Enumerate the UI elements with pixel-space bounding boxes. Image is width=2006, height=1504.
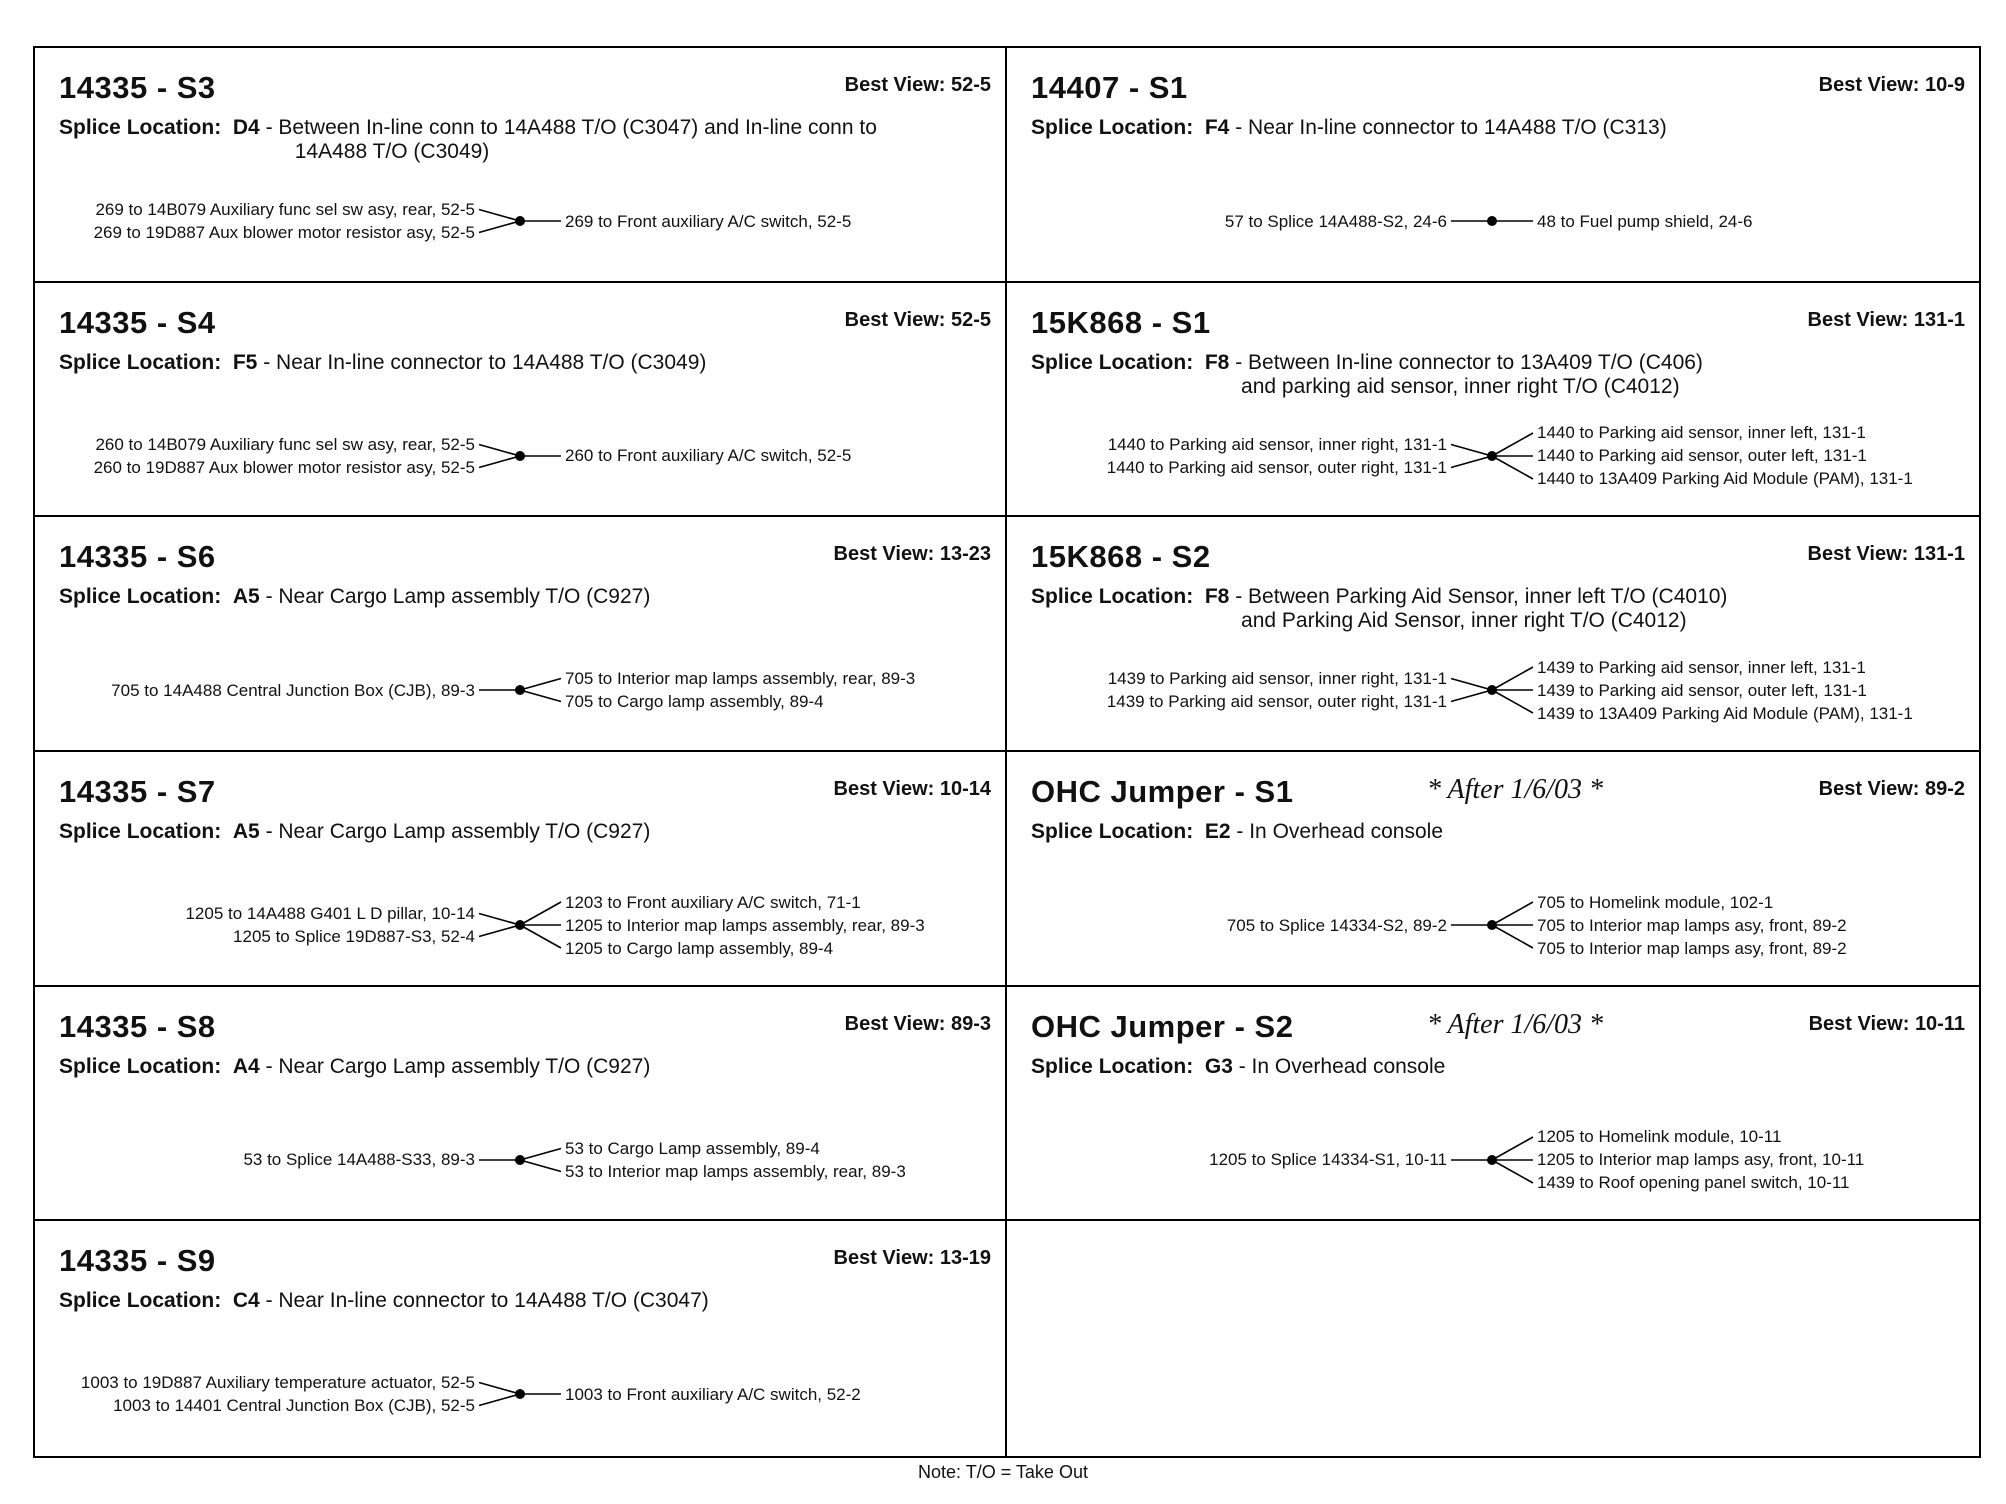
splice-diagram: [1007, 176, 1979, 266]
splice-card: [35, 1221, 1007, 1456]
wire-left: 53 to Splice 14A488-S33, 89-3: [243, 1150, 475, 1170]
wire-right: 705 to Interior map lamps asy, front, 89-2: [1537, 938, 1847, 958]
wire-line: [1492, 433, 1533, 456]
splice-location: [59, 116, 877, 164]
wire-left: 1205 to Splice 19D887-S3, 52-4: [233, 927, 475, 946]
splice-location: [59, 1289, 709, 1313]
splice-dot: [1487, 1155, 1497, 1165]
splice-location-label: Splice Location:: [1031, 350, 1194, 374]
wire-line: [479, 456, 520, 468]
splice-title: 14407 - S1: [1031, 70, 1188, 105]
splice-connector: [1447, 1115, 1537, 1205]
grid-code: F8: [1204, 585, 1230, 609]
wire-left: 1439 to Parking aid sensor, outer right, 131-1: [1106, 692, 1447, 712]
best-view: [845, 74, 991, 97]
best-view-label: Best View:: [844, 308, 946, 331]
wire-line: [520, 925, 561, 948]
wire-line: [1492, 925, 1533, 948]
wire-left: 1205 to 14A488 G401 L D pillar, 10-14: [185, 904, 475, 923]
wire-right: 705 to Interior map lamps asy, front, 89-2: [1537, 915, 1847, 935]
splice-connector: [475, 176, 565, 266]
splice-card: [35, 48, 1007, 283]
best-view: [1808, 309, 1966, 332]
grid-code: A5: [232, 585, 260, 609]
best-view-label: Best View:: [833, 778, 935, 800]
wire-right: 705 to Homelink module, 102-1: [1537, 892, 1774, 912]
location-description: - Near Cargo Lamp assembly T/O (C927): [259, 820, 651, 843]
best-view-value: 10-11: [1914, 1012, 1965, 1035]
wire-line: [520, 679, 561, 691]
best-view: [1809, 1013, 1965, 1036]
splice-card: [1007, 48, 1979, 283]
grid-code: A4: [232, 1054, 260, 1078]
best-view-value: 10-9: [1924, 74, 1965, 96]
splice-location: [59, 585, 650, 609]
location-description: - In Overhead console: [1230, 820, 1444, 843]
wire-right: 1440 to 13A409 Parking Aid Module (PAM), 131-1: [1537, 469, 1913, 489]
splice-dot: [515, 685, 525, 695]
wire-right: 705 to Cargo lamp assembly, 89-4: [565, 692, 824, 712]
wire-right: 1440 to Parking aid sensor, outer left, 131-1: [1537, 446, 1867, 466]
splice-connector: [475, 880, 565, 970]
wire-right: 1440 to Parking aid sensor, inner left, 131-1: [1537, 423, 1866, 443]
splice-location-label: Splice Location:: [1031, 820, 1194, 843]
wire-left: 1440 to Parking aid sensor, inner right, 131-1: [1107, 434, 1447, 454]
splice-card: [1007, 987, 1979, 1222]
wire-right: 1439 to Parking aid sensor, inner left, 131-1: [1537, 657, 1866, 677]
splice-diagram: [35, 645, 1005, 735]
splice-connector: [1447, 176, 1537, 266]
splice-location: [1031, 820, 1443, 844]
wire-line: [520, 1160, 561, 1172]
best-view: [1819, 74, 1965, 97]
grid-code: F5: [232, 350, 258, 374]
wire-line: [1451, 456, 1492, 468]
splice-card: [35, 517, 1007, 752]
splice-title: 14335 - S6: [59, 539, 216, 575]
splice-diagram: [35, 1115, 1005, 1205]
wire-right: 269 to Front auxiliary A/C switch, 52-5: [565, 211, 852, 231]
wire-left: 260 to 19D887 Aux blower motor resistor asy, 52-5: [93, 457, 475, 477]
splice-title: 14335 - S4: [59, 304, 216, 340]
best-view-value: 131-1: [1913, 308, 1965, 331]
wire-line: [1492, 690, 1533, 713]
splice-location: [1031, 1055, 1445, 1079]
wire-line: [1492, 902, 1533, 925]
wire-line: [1492, 1137, 1533, 1160]
wire-left: 269 to 14B079 Auxiliary func sel sw asy, rear, 52-5: [95, 200, 475, 219]
splice-location: [59, 820, 650, 844]
wire-right: 705 to Interior map lamps assembly, rear, 89-3: [565, 669, 916, 689]
best-view-label: Best View:: [844, 1012, 946, 1035]
splice-location: [59, 1055, 650, 1079]
wire-right: 1205 to Interior map lamps assembly, rear, 89-3: [565, 915, 925, 935]
wire-left: 1440 to Parking aid sensor, outer right, 131-1: [1106, 457, 1447, 477]
splice-dot: [515, 920, 525, 930]
splice-connector: [1447, 880, 1537, 970]
best-view-value: 13-23: [939, 543, 991, 566]
splice-card: [35, 283, 1007, 518]
splice-diagram: [35, 880, 1005, 970]
best-view-label: Best View:: [1807, 308, 1909, 331]
date-note: * After 1/6/03 *: [1427, 1008, 1604, 1040]
splice-location-label: Splice Location:: [59, 350, 222, 374]
splice-connector: [475, 1115, 565, 1205]
grid-code: G3: [1204, 1054, 1233, 1078]
location-description: - Between In-line conn to 14A488 T/O (C3047) and In-line conn to 14A488 T/O (C3049): [265, 116, 877, 163]
wire-line: [520, 690, 561, 702]
wire-right: 1205 to Homelink module, 10-11: [1537, 1127, 1782, 1147]
empty-cell: [1007, 1221, 1979, 1456]
best-view: [834, 1247, 992, 1270]
wire-line: [1451, 444, 1492, 456]
wire-right: 48 to Fuel pump shield, 24-6: [1537, 211, 1753, 231]
wire-right: 1439 to 13A409 Parking Aid Module (PAM), 131-1: [1537, 703, 1913, 723]
location-description: - Near In-line connector to 14A488 T/O (C3049): [257, 350, 707, 374]
splice-title: 14335 - S7: [59, 774, 216, 809]
grid-code: E2: [1204, 820, 1231, 843]
splice-connector: [1447, 411, 1537, 501]
splice-diagram: [1007, 411, 1979, 501]
best-view-label: Best View:: [1818, 778, 1920, 800]
best-view-value: 52-5: [950, 308, 991, 331]
splice-card: [1007, 283, 1979, 518]
wire-line: [1492, 667, 1533, 690]
wire-line: [520, 902, 561, 925]
splice-title: 14335 - S3: [59, 70, 216, 105]
splice-card: [1007, 517, 1979, 752]
best-view-label: Best View:: [833, 543, 935, 566]
wire-left: 705 to 14A488 Central Junction Box (CJB), 89-3: [111, 680, 475, 700]
splice-connector: [1447, 645, 1537, 735]
wire-right: 1439 to Roof opening panel switch, 10-11: [1537, 1173, 1850, 1193]
grid-code: F8: [1204, 350, 1230, 374]
wire-left: 1205 to Splice 14334-S1, 10-11: [1209, 1150, 1447, 1170]
location-description: - Between Parking Aid Sensor, inner left T/O (C4010) and Parking Aid Sensor, inner right T/O (C4012): [1235, 585, 1728, 633]
location-description: - Between In-line connector to 13A409 T/O (C406) and parking aid sensor, inner right T/O (C4012): [1235, 350, 1703, 398]
date-note: * After 1/6/03 *: [1427, 774, 1604, 805]
splice-connector: [475, 645, 565, 735]
wire-line: [479, 210, 520, 222]
splice-dot: [515, 1155, 525, 1165]
splice-diagram: [35, 411, 1005, 501]
splice-title: 15K868 - S1: [1031, 304, 1211, 340]
best-view-value: 131-1: [1913, 543, 1965, 566]
splice-dot: [1487, 216, 1497, 226]
splice-diagram: [35, 176, 1005, 266]
splice-title: OHC Jumper - S2: [1031, 1008, 1294, 1044]
splice-table: [33, 46, 1981, 1458]
splice-dot: [1487, 451, 1497, 461]
wire-line: [1492, 456, 1533, 479]
wire-line: [479, 914, 520, 926]
wire-left: 1003 to 14401 Central Junction Box (CJB), 52-5: [113, 1396, 475, 1416]
wire-line: [479, 1394, 520, 1406]
wire-right: 1003 to Front auxiliary A/C switch, 52-2: [565, 1384, 861, 1404]
splice-location-label: Splice Location:: [59, 116, 222, 139]
splice-location-label: Splice Location:: [59, 585, 222, 609]
splice-title: 15K868 - S2: [1031, 539, 1211, 575]
splice-dot: [1487, 685, 1497, 695]
wire-left: 1003 to 19D887 Auxiliary temperature actuator, 52-5: [80, 1373, 475, 1393]
best-view: [845, 1013, 991, 1036]
wire-line: [479, 444, 520, 456]
location-description: - Near In-line connector to 14A488 T/O (C313): [1229, 116, 1667, 139]
splice-diagram: [1007, 645, 1979, 735]
wire-line: [1451, 679, 1492, 691]
splice-location: [1031, 585, 1727, 633]
splice-location-label: Splice Location:: [1031, 1054, 1194, 1078]
grid-code: C4: [232, 1289, 260, 1313]
splice-location-label: Splice Location:: [1031, 116, 1194, 139]
splice-card: [35, 752, 1007, 987]
wire-line: [479, 221, 520, 233]
best-view-value: 52-5: [950, 74, 991, 96]
splice-location-label: Splice Location:: [59, 1054, 222, 1078]
best-view-label: Best View:: [1807, 543, 1909, 566]
best-view-label: Best View:: [1808, 1012, 1910, 1035]
location-description: - Near In-line connector to 14A488 T/O (C3047): [259, 1289, 709, 1313]
best-view-label: Best View:: [833, 1247, 935, 1270]
splice-title: 14335 - S8: [59, 1008, 216, 1044]
grid-code: D4: [232, 116, 260, 139]
splice-connector: [475, 1349, 565, 1439]
splice-card: [35, 987, 1007, 1222]
wire-right: 1205 to Cargo lamp assembly, 89-4: [565, 938, 834, 958]
splice-location-label: Splice Location:: [59, 820, 222, 843]
best-view: [1808, 543, 1966, 566]
splice-title: 14335 - S9: [59, 1243, 216, 1279]
wire-line: [479, 925, 520, 937]
best-view-value: 13-19: [939, 1247, 991, 1270]
wire-left: 57 to Splice 14A488-S2, 24-6: [1224, 211, 1447, 231]
wire-line: [1451, 690, 1492, 702]
best-view-value: 10-14: [939, 778, 991, 800]
best-view: [845, 309, 991, 332]
wire-left: 269 to 19D887 Aux blower motor resistor asy, 52-5: [93, 223, 475, 242]
best-view-value: 89-2: [1924, 778, 1965, 800]
wire-line: [479, 1383, 520, 1395]
best-view: [834, 543, 992, 566]
grid-code: F4: [1204, 116, 1230, 139]
splice-dot: [515, 451, 525, 461]
wire-right: 260 to Front auxiliary A/C switch, 52-5: [565, 446, 852, 466]
wire-left: 1439 to Parking aid sensor, inner right, 131-1: [1107, 669, 1447, 689]
wire-line: [520, 1148, 561, 1160]
wire-left: 260 to 14B079 Auxiliary func sel sw asy, rear, 52-5: [95, 434, 475, 454]
splice-location: [1031, 116, 1667, 140]
splice-location: [1031, 351, 1703, 399]
splice-dot: [1487, 920, 1497, 930]
location-description: - In Overhead console: [1232, 1054, 1446, 1078]
footnote: Note: T/O = Take Out: [918, 1462, 1088, 1482]
splice-connector: [475, 411, 565, 501]
splice-location-label: Splice Location:: [59, 1289, 222, 1313]
splice-card: [1007, 752, 1979, 987]
splice-location: [59, 351, 706, 375]
wire-right: 1205 to Interior map lamps asy, front, 10-11: [1537, 1150, 1865, 1170]
wire-right: 1203 to Front auxiliary A/C switch, 71-1: [565, 892, 861, 912]
grid-code: A5: [232, 820, 260, 843]
splice-location-label: Splice Location:: [1031, 585, 1194, 609]
wire-left: 705 to Splice 14334-S2, 89-2: [1226, 915, 1447, 935]
splice-title: OHC Jumper - S1: [1031, 774, 1294, 809]
splice-diagram: [1007, 1115, 1979, 1205]
best-view: [1819, 778, 1965, 801]
wire-right: 1439 to Parking aid sensor, outer left, 131-1: [1537, 680, 1867, 700]
best-view: [834, 778, 992, 801]
wire-right: 53 to Cargo Lamp assembly, 89-4: [565, 1138, 820, 1158]
location-description: - Near Cargo Lamp assembly T/O (C927): [259, 1054, 651, 1078]
splice-diagram: [35, 1349, 1005, 1439]
splice-diagram: [1007, 880, 1979, 970]
splice-dot: [515, 216, 525, 226]
best-view-label: Best View:: [1818, 74, 1920, 96]
splice-dot: [515, 1389, 525, 1399]
wire-right: 53 to Interior map lamps assembly, rear, 89-3: [565, 1161, 906, 1181]
best-view-value: 89-3: [950, 1012, 991, 1035]
location-description: - Near Cargo Lamp assembly T/O (C927): [259, 585, 651, 609]
best-view-label: Best View:: [844, 74, 946, 96]
wire-line: [1492, 1160, 1533, 1183]
